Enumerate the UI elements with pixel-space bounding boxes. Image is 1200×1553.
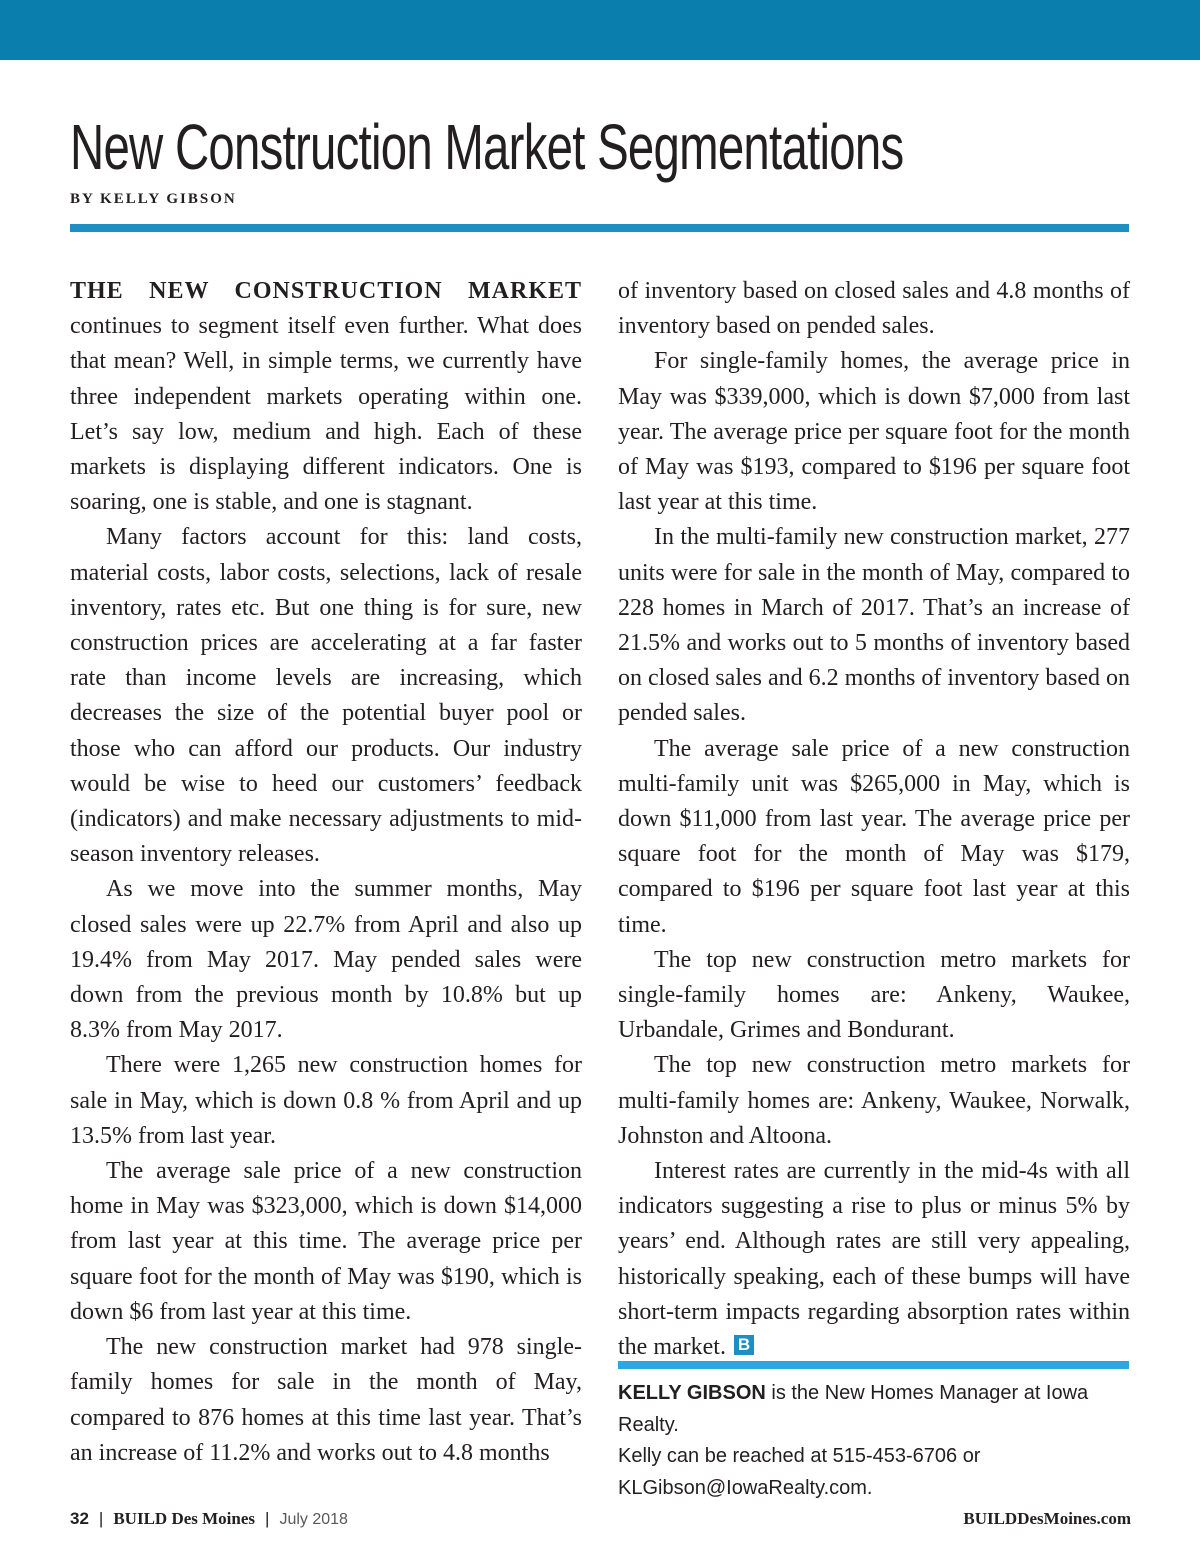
end-mark-icon: B — [734, 1335, 754, 1355]
bio-line-1 — [618, 1378, 1138, 1441]
bio-line-2: Kelly can be reached at 515-453-6706 or — [618, 1445, 981, 1467]
paragraph-12-text: Interest rates are currently in the mid-4s with all indicators suggesting a rise to plus or minus 5% by years’ end. Although rates are still very appealing, historically speaking, each of these bumps will have short-term impacts regarding absorption rates within the market. — [618, 1158, 1130, 1361]
publication-name: BUILD Des Moines — [113, 1509, 256, 1528]
article-title: New Construction Market Segmentations — [70, 111, 904, 183]
top-color-band — [0, 0, 1200, 60]
paragraph-12 — [618, 1154, 1130, 1365]
paragraph-1 — [70, 274, 582, 520]
paragraph-8: In the multi-family new construction market, 277 units were for sale in the month of May, compared to 228 homes in March of 2017. That’s an increase of 21.5% and works out to 5 months of inventory based on closed sales and 6.2 months of inventory based on pended sales. — [618, 524, 1130, 727]
paragraph-11: The top new construction metro markets for multi-family homes are: Ankeny, Waukee, Norwalk, Johnston and Altoona. — [618, 1052, 1130, 1149]
paragraph-6: The new construction market had 978 single-family homes for sale in the month of May, compared to 876 homes at this time last year. That’s an increase of 11.2% and works out to 4.8 months — [70, 1334, 582, 1466]
footer-left — [70, 1508, 348, 1531]
title-rule — [70, 224, 1129, 232]
paragraph-1-text: continues to segment itself even further. What does that mean? Well, in simple terms, we currently have three independent markets operating within one. Let’s say low, medium and high. Each of these markets is displaying different indicators. One is soaring, one is stable, and one is stagnant. — [70, 313, 582, 516]
byline: BY KELLY GIBSON — [70, 191, 237, 207]
paragraph-9: The average sale price of a new construction multi-family unit was $265,000 in May, which is down $11,000 from last year. The average price per square foot for the month of May was $179, compared to $196 per square foot last year at this time. — [618, 735, 1130, 938]
right-column — [618, 274, 1130, 1365]
paragraph-2: Many factors account for this: land costs, material costs, labor costs, selections, lack of resale inventory, rates etc. But one thing is for sure, new construction prices are accelerating at a far faster rate than income levels are increasing, which decreases the size of the potential buyer pool or those who can afford our products. Our industry would be wise to heed our customers’ feedback (indicators) and make necessary adjustments to mid-season inventory releases. — [70, 524, 582, 868]
paragraph-3: As we move into the summer months, May closed sales were up 22.7% from April and also up 19.4% from May 2017. May pended sales were down from the previous month by 10.8% but up 8.3% from May 2017. — [70, 876, 582, 1044]
paragraph-4: There were 1,265 new construction homes for sale in May, which is down 0.8 % from April and up 13.5% from last year. — [70, 1052, 582, 1149]
lead-in: THE NEW CONSTRUCTION MARKET — [70, 278, 582, 304]
bio-name: KELLY GIBSON — [618, 1382, 766, 1404]
website-link[interactable]: BUILDDesMoines.com — [963, 1509, 1131, 1528]
paragraph-7: For single-family homes, the average price in May was $339,000, which is down $7,000 from last year. The average price per square foot for the month of May was $193, compared to $196 per square foot last year at this time. — [618, 348, 1130, 516]
left-column — [70, 274, 582, 1471]
paragraph-10: The top new construction metro markets for single-family homes are: Ankeny, Waukee, Urbandale, Grimes and Bondurant. — [618, 946, 1130, 1044]
bio-email: KLGibson@IowaRealty.com. — [618, 1476, 873, 1499]
page-number: 32 — [70, 1509, 89, 1528]
footer-separator: | — [265, 1509, 270, 1528]
paragraph-5: The average sale price of a new construction home in May was $323,000, which is down $14,000 from last year at this time. The average price per square foot for the month of May was $190, which is down $6 from last year at this time. — [70, 1158, 582, 1325]
paragraph-6-continued: of inventory based on closed sales and 4.8 months of inventory based on pended sales. — [618, 278, 1130, 340]
author-bio — [618, 1378, 1138, 1504]
bio-role: is the New Homes Manager at Iowa Realty. — [618, 1382, 1089, 1436]
bio-rule — [618, 1361, 1129, 1369]
footer-separator: | — [98, 1509, 104, 1528]
issue-date: July 2018 — [279, 1511, 348, 1528]
